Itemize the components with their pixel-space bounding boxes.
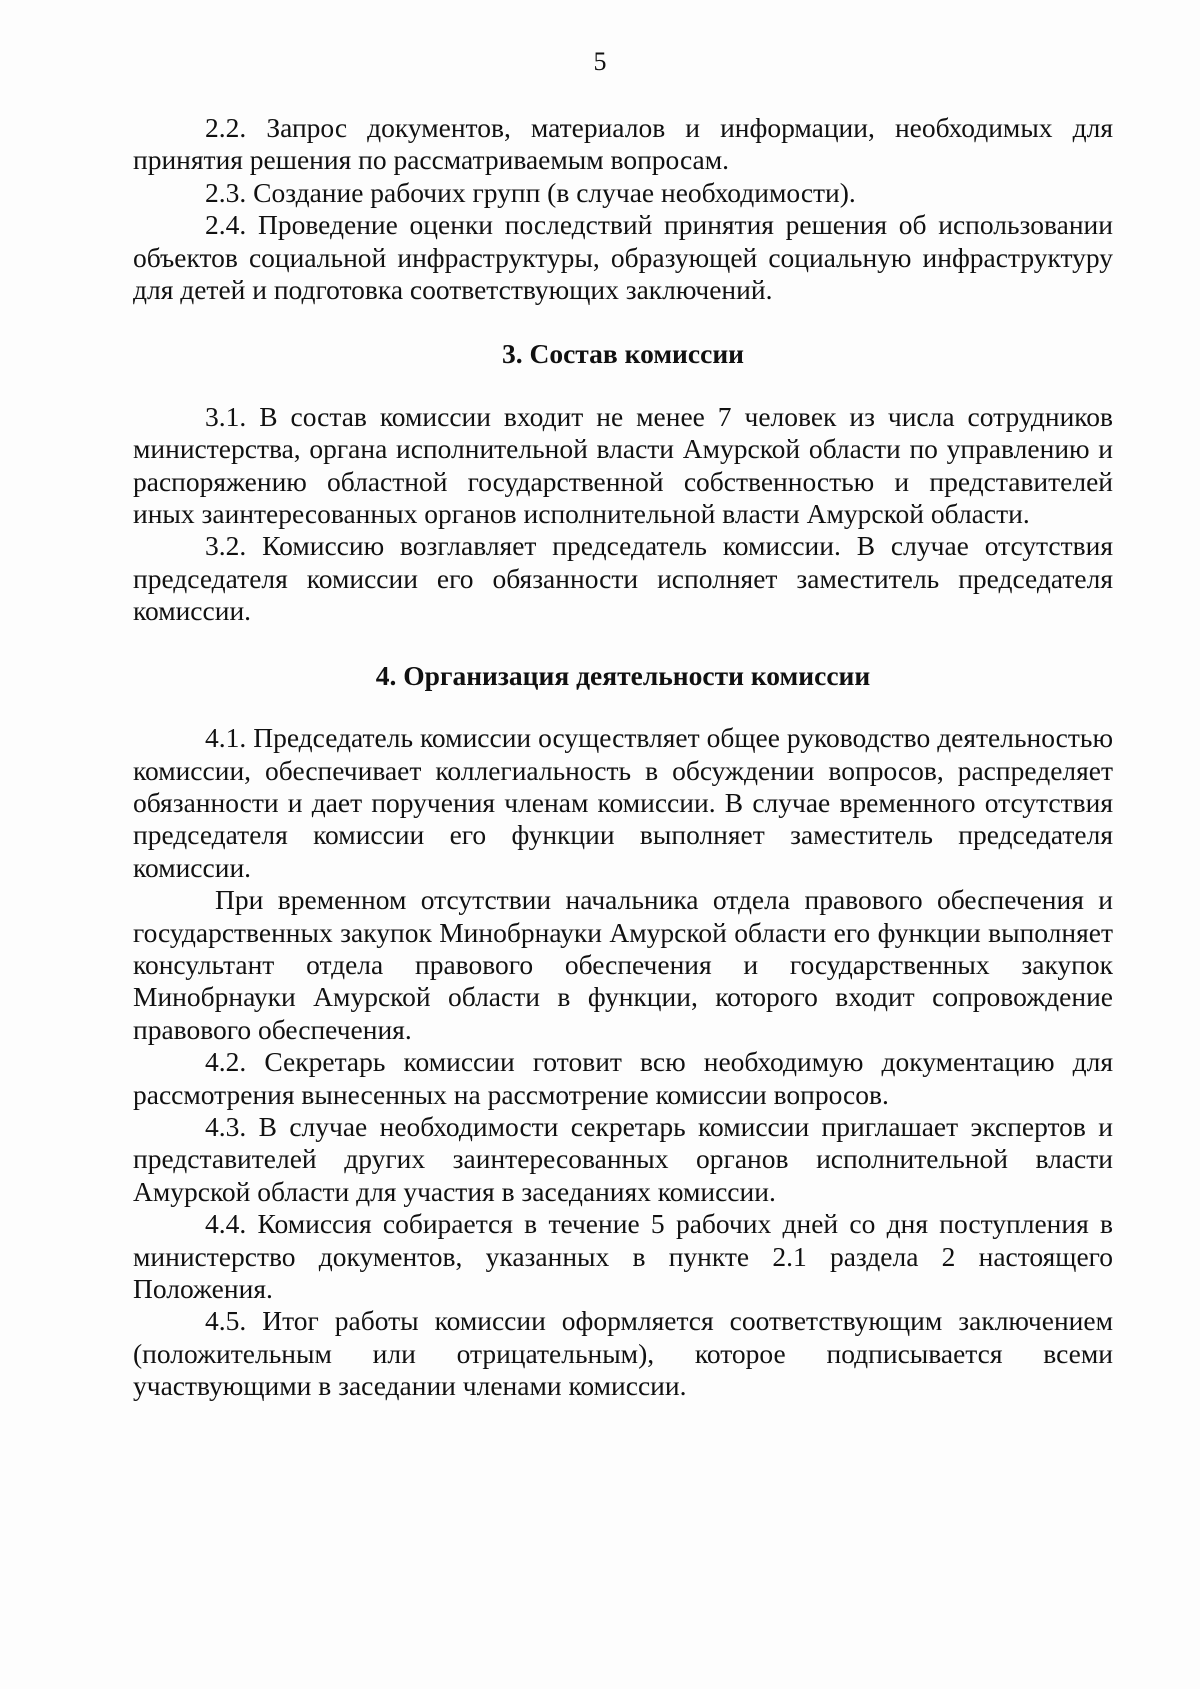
paragraph-4-1: 4.1. Председатель комиссии осуществляет общее руководство деятельностью комиссии, обеспечивает коллегиальность в обсуждении вопросов, распределяет обязанности и дает поручения членам комиссии. В случае временного отсутствия председателя комиссии его функции выполняет заместитель председателя комиссии.	[133, 722, 1113, 883]
spacer	[133, 692, 1113, 722]
spacer	[133, 371, 1113, 401]
paragraph-4-1-continuation: При временном отсутствии начальника отдела правового обеспечения и государственных закупок Минобрнауки Амурской области его функции выполняет консультант отдела правового обеспечения и государственных закупок Минобрнауки Амурской области в функции, которого входит сопровождение правового обеспечения.	[133, 884, 1113, 1045]
paragraph-2-4: 2.4. Проведение оценки последствий принятия решения об использовании объектов социальной инфраструктуры, образующей социальную инфраструктуру для детей и подготовка соответствующих заключений.	[133, 209, 1113, 306]
section-heading-3: 3. Состав комиссии	[501, 338, 745, 370]
document-body	[133, 112, 1113, 1403]
paragraph-3-2: 3.2. Комиссию возглавляет председатель комиссии. В случае отсутствия председателя комиссии его обязанности исполняет заместитель председателя комиссии.	[133, 530, 1113, 627]
spacer	[133, 628, 1113, 660]
paragraph-2-3: 2.3. Создание рабочих групп (в случае необходимости).	[205, 176, 856, 208]
paragraph-4-3: 4.3. В случае необходимости секретарь комиссии приглашает экспертов и представителей других заинтересованных органов исполнительной власти Амурской области для участия в заседаниях комиссии.	[133, 1110, 1113, 1207]
section-heading-4: 4. Организация деятельности комиссии	[375, 659, 871, 691]
paragraph-3-1: 3.1. В состав комиссии входит не менее 7 человек из числа сотрудников министерства, органа исполнительной власти Амурской области по управлению и распоряжению областной государственной собственностью и представителей иных заинтересованных органов исполнительной власти Амурской области.	[133, 400, 1113, 530]
paragraph-4-4: 4.4. Комиссия собирается в течение 5 рабочих дней со дня поступления в министерство документов, указанных в пункте 2.1 раздела 2 настоящего Положения.	[133, 1208, 1113, 1304]
page-number: 5	[593, 47, 607, 76]
spacer	[133, 306, 1113, 338]
paragraph-4-5: 4.5. Итог работы комиссии оформляется соответствующим заключением (положительным или отрицательным), которое подписывается всеми участвующими в заседании членами комиссии.	[133, 1305, 1113, 1402]
paragraph-4-2: 4.2. Секретарь комиссии готовит всю необходимую документацию для рассмотрения вынесенных на рассмотрение комиссии вопросов.	[133, 1046, 1113, 1110]
paragraph-2-2: 2.2. Запрос документов, материалов и информации, необходимых для принятия решения по рассматриваемым вопросам.	[133, 112, 1113, 176]
